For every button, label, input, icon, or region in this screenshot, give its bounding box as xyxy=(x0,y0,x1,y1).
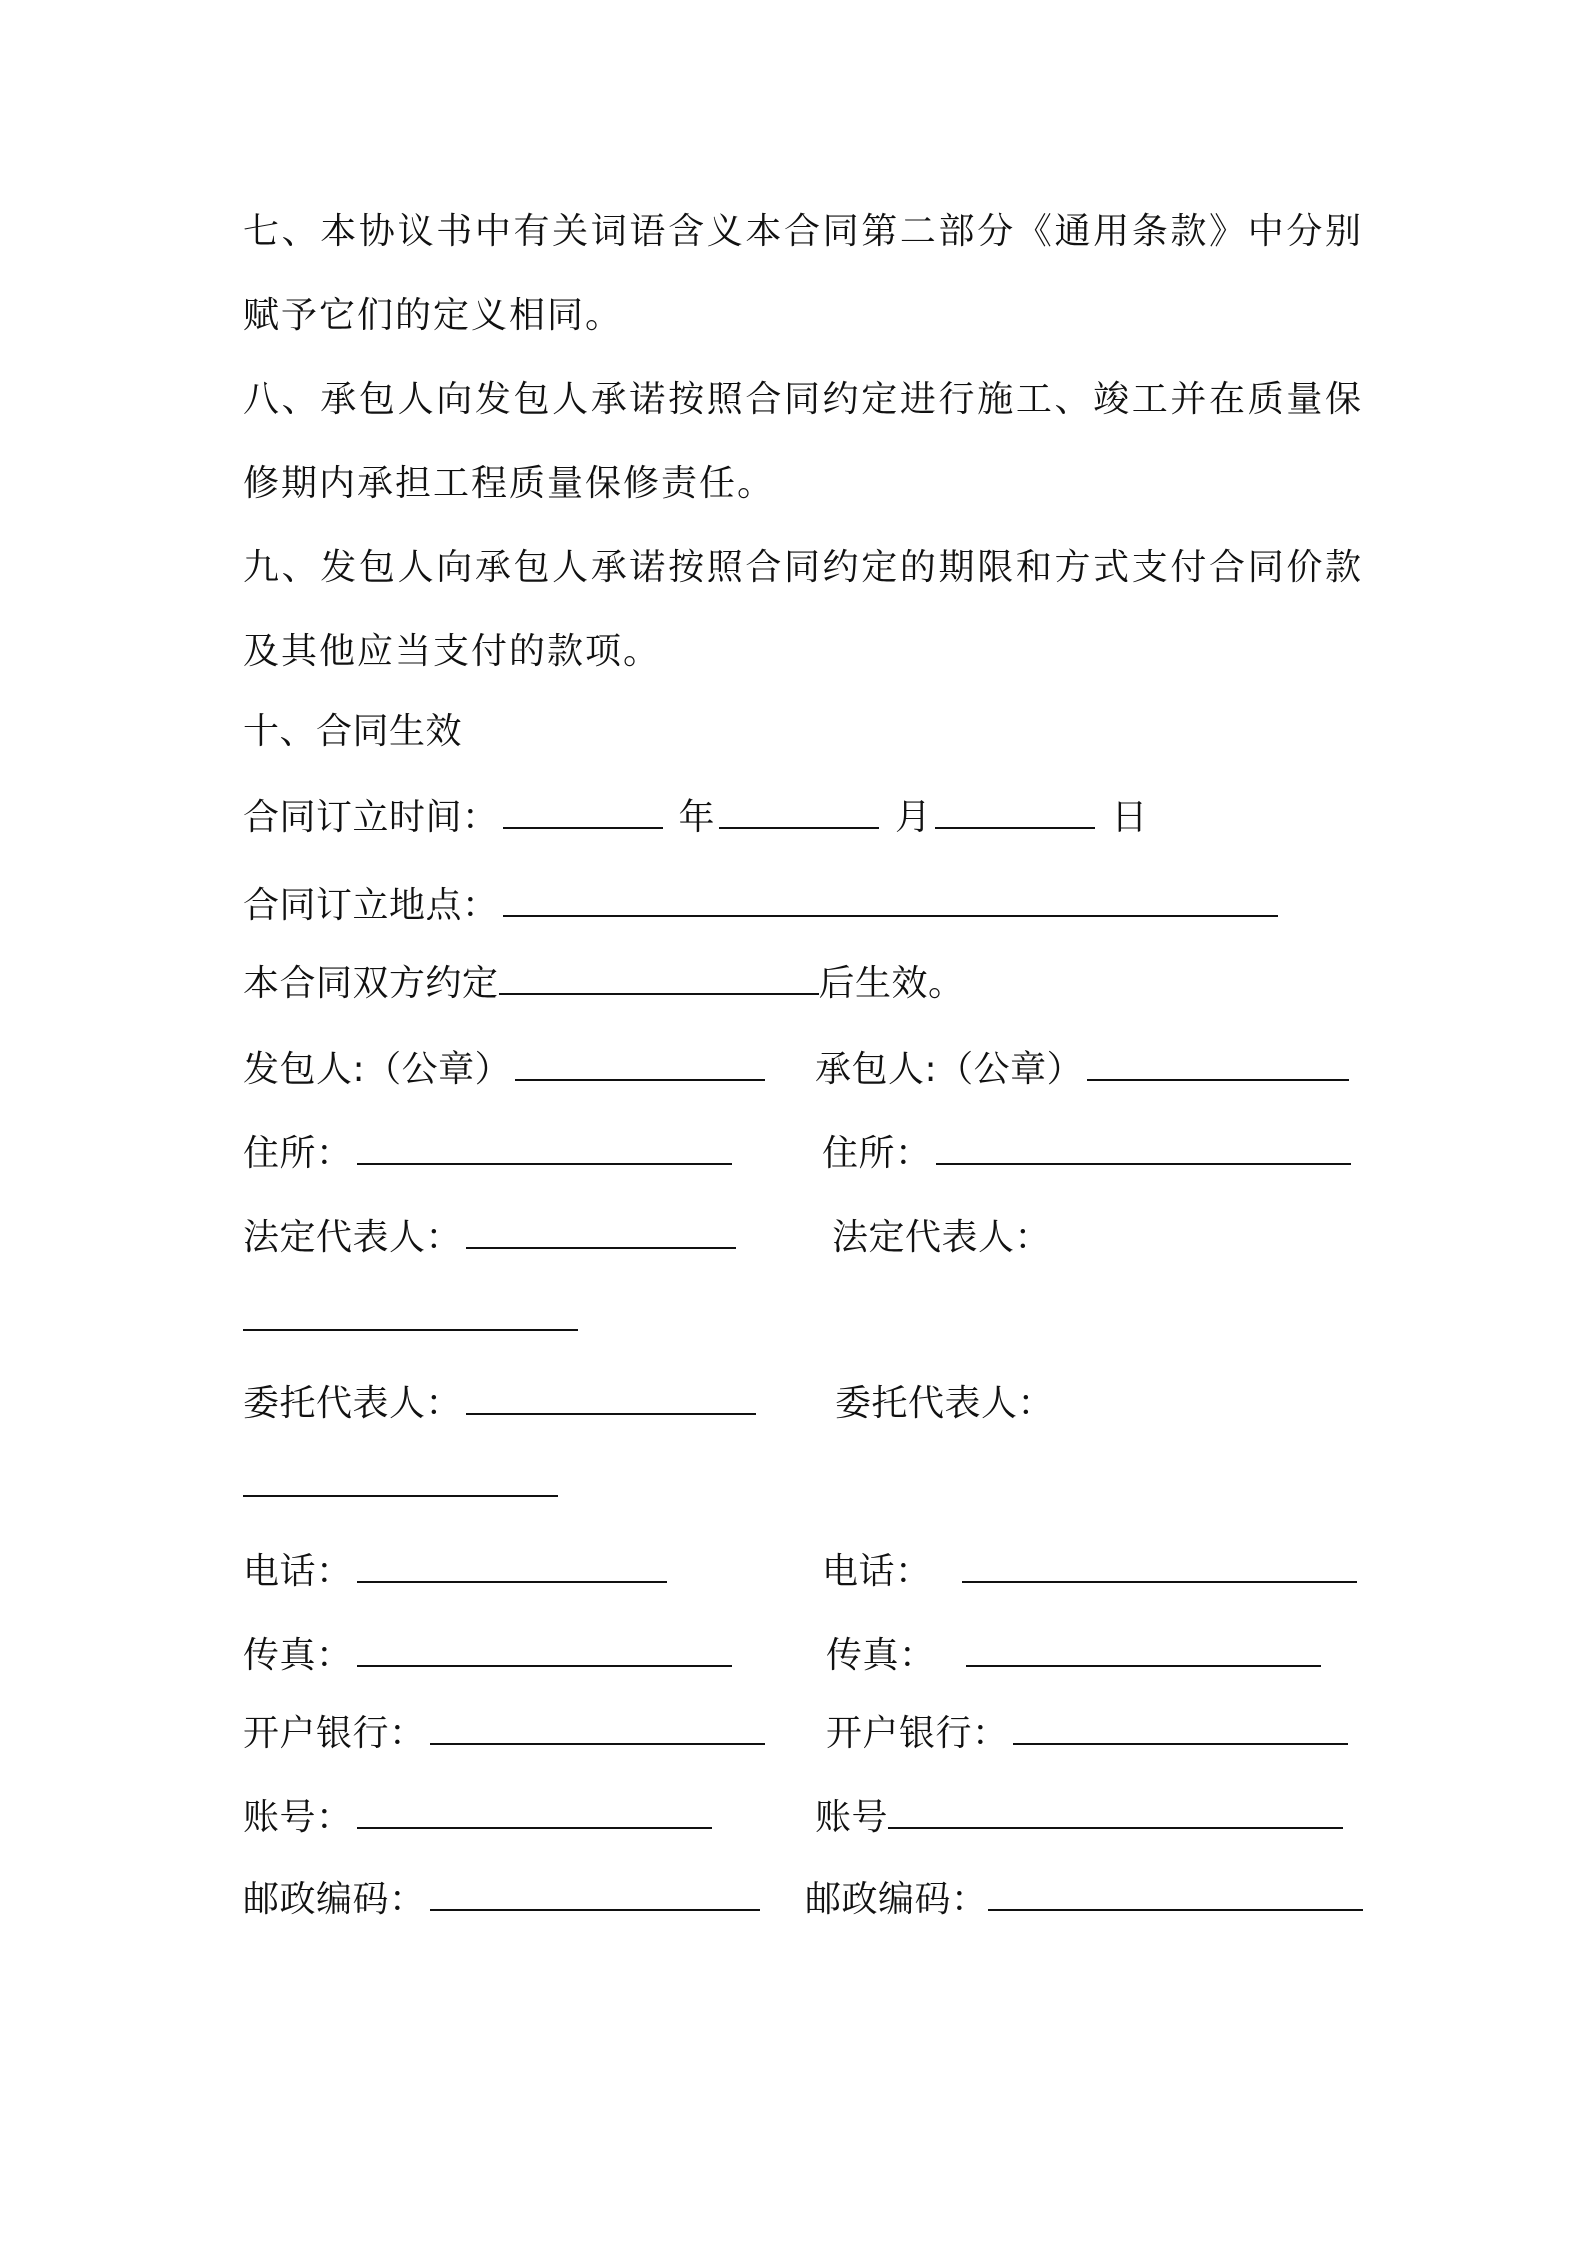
contractor-address-row xyxy=(822,1130,1355,1178)
employer-seal-row xyxy=(243,1046,769,1094)
effective-prefix: 本合同双方约定 xyxy=(243,963,499,1004)
signing-time-label: 合同订立时间： xyxy=(243,797,499,838)
employer-address-row xyxy=(243,1130,736,1178)
effective-suffix: 后生效。 xyxy=(818,963,965,1004)
contractor-seal-blank[interactable] xyxy=(1087,1049,1349,1081)
contractor-account-label: 账号 xyxy=(815,1797,889,1838)
day-label: 日 xyxy=(1111,797,1148,838)
contractor-seal-row xyxy=(815,1046,1353,1094)
employer-phone-row xyxy=(243,1548,671,1596)
employer-fax-row xyxy=(243,1632,736,1680)
effective-condition-row xyxy=(243,960,965,1008)
day-blank[interactable] xyxy=(935,797,1095,829)
contractor-bank-label: 开户银行： xyxy=(826,1713,1009,1754)
signing-place-row xyxy=(243,882,1282,930)
employer-postcode-label: 邮政编码： xyxy=(243,1879,426,1920)
employer-legal-rep-row xyxy=(243,1214,740,1262)
contractor-legal-rep-blank[interactable] xyxy=(243,1299,578,1331)
contractor-fax-label: 传真： xyxy=(826,1635,936,1676)
employer-legal-rep-blank[interactable] xyxy=(466,1217,736,1249)
year-label: 年 xyxy=(678,797,715,838)
employer-bank-blank[interactable] xyxy=(430,1713,765,1745)
employer-agent-blank[interactable] xyxy=(466,1383,756,1415)
employer-account-blank[interactable] xyxy=(357,1797,712,1829)
contractor-postcode-label: 邮政编码： xyxy=(805,1879,988,1920)
clause-seven: 七、本协议书中有关词语含义本合同第二部分《通用条款》中分别赋予它们的定义相同。 xyxy=(243,211,1363,336)
employer-postcode-row xyxy=(243,1876,764,1924)
employer-postcode-blank[interactable] xyxy=(430,1879,760,1911)
contractor-address-blank[interactable] xyxy=(936,1133,1351,1165)
employer-seal-label: 发包人:（公章） xyxy=(243,1049,512,1090)
contractor-agent-row xyxy=(835,1380,1054,1428)
contractor-legal-rep-continuation xyxy=(243,1296,578,1344)
employer-account-row xyxy=(243,1794,716,1842)
contractor-phone-blank[interactable] xyxy=(962,1551,1357,1583)
employer-phone-blank[interactable] xyxy=(357,1551,667,1583)
contractor-agent-continuation xyxy=(243,1462,558,1510)
employer-agent-row xyxy=(243,1380,760,1428)
contractor-account-row xyxy=(815,1794,1343,1842)
contractor-postcode-blank[interactable] xyxy=(988,1879,1363,1911)
employer-fax-blank[interactable] xyxy=(357,1635,732,1667)
contractor-seal-label: 承包人:（公章） xyxy=(815,1049,1084,1090)
contractor-bank-blank[interactable] xyxy=(1013,1713,1348,1745)
signing-date-row xyxy=(243,794,1148,842)
contractor-legal-rep-row xyxy=(832,1214,1051,1262)
employer-address-label: 住所： xyxy=(243,1133,353,1174)
employer-seal-blank[interactable] xyxy=(515,1049,765,1081)
contractor-fax-blank[interactable] xyxy=(966,1635,1321,1667)
employer-account-label: 账号： xyxy=(243,1797,353,1838)
contractor-agent-blank[interactable] xyxy=(243,1465,558,1497)
clause-nine: 九、发包人向承包人承诺按照合同约定的期限和方式支付合同价款及其他应当支付的款项。 xyxy=(243,547,1363,672)
contractor-bank-row xyxy=(826,1710,1352,1758)
month-label: 月 xyxy=(894,797,932,838)
signing-place-label: 合同订立地点： xyxy=(243,885,499,926)
clause-ten: 十、合同生效 xyxy=(243,711,463,752)
contractor-phone-label: 电话： xyxy=(822,1551,932,1592)
employer-agent-label: 委托代表人： xyxy=(243,1383,463,1424)
employer-legal-rep-label: 法定代表人： xyxy=(243,1217,463,1258)
contractor-postcode-row xyxy=(805,1876,1363,1924)
year-blank[interactable] xyxy=(503,797,663,829)
contractor-address-label: 住所： xyxy=(822,1133,932,1174)
contractor-phone-row xyxy=(822,1548,1361,1596)
signing-place-blank[interactable] xyxy=(503,885,1278,917)
month-blank[interactable] xyxy=(719,797,879,829)
contractor-fax-row xyxy=(826,1632,1325,1680)
contractor-account-blank[interactable] xyxy=(888,1797,1343,1829)
effective-condition-blank[interactable] xyxy=(499,963,819,995)
contractor-legal-rep-label: 法定代表人： xyxy=(832,1217,1052,1258)
clause-eight: 八、承包人向发包人承诺按照合同约定进行施工、竣工并在质量保修期内承担工程质量保修责任。 xyxy=(243,379,1363,504)
employer-fax-label: 传真： xyxy=(243,1635,353,1676)
employer-phone-label: 电话： xyxy=(243,1551,353,1592)
contractor-agent-label: 委托代表人： xyxy=(835,1383,1055,1424)
employer-address-blank[interactable] xyxy=(357,1133,732,1165)
employer-bank-row xyxy=(243,1710,769,1758)
employer-bank-label: 开户银行： xyxy=(243,1713,426,1754)
